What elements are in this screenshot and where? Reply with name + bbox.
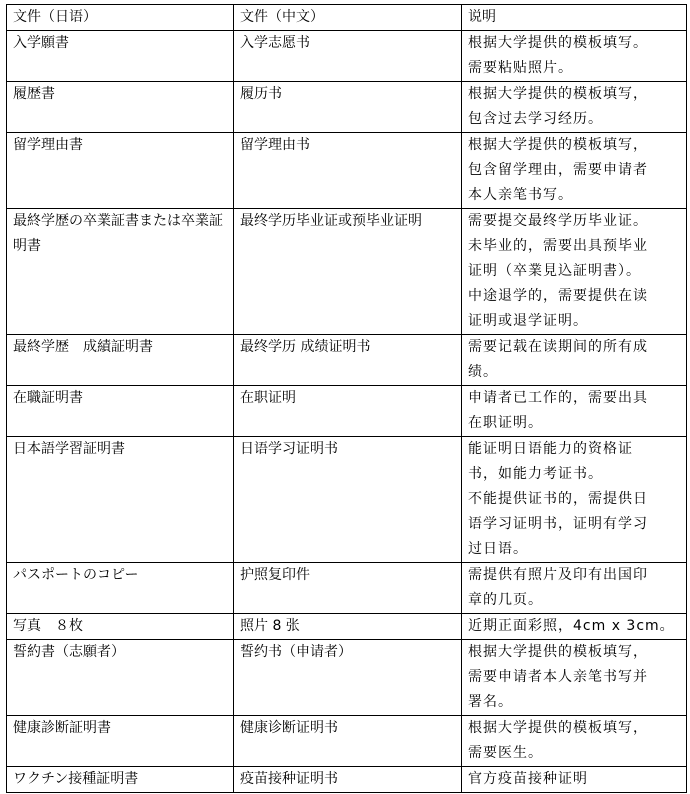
- description-line: 申请者已工作的，需要出具: [468, 390, 648, 406]
- description-line: 根据大学提供的模板填写，: [468, 720, 648, 736]
- table-row: [7, 31, 687, 82]
- cell-description: [462, 614, 687, 640]
- cell-description: [462, 133, 687, 209]
- description-line: 未毕业的，需要出具预毕业: [468, 238, 648, 254]
- table-row: [7, 614, 687, 640]
- table-row: [7, 437, 687, 563]
- description-line: 需要医生。: [468, 745, 543, 761]
- cell-japanese: 健康診断証明書: [7, 716, 234, 767]
- description-line: 包含留学理由，需要申请者: [468, 162, 648, 178]
- description-line: 包含过去学习经历。: [468, 111, 603, 127]
- cell-chinese: 在职证明: [234, 386, 462, 437]
- table-row: [7, 133, 687, 209]
- table-header-row: [7, 5, 687, 31]
- cell-japanese: 写真 ８枚: [7, 614, 234, 640]
- table-row: [7, 767, 687, 793]
- cell-description: [462, 716, 687, 767]
- description-line: 绩。: [468, 364, 498, 380]
- description-line: 本人亲笔书写。: [468, 187, 573, 203]
- cell-japanese: 日本語学習証明書: [7, 437, 234, 563]
- table-row: [7, 640, 687, 716]
- cell-japanese: パスポートのコピー: [7, 563, 234, 614]
- description-line: 根据大学提供的模板填写，: [468, 137, 648, 153]
- table-row: [7, 716, 687, 767]
- description-line: 不能提供证书的，需提供日: [468, 491, 648, 507]
- table-row: [7, 563, 687, 614]
- cell-chinese: 照片 8 张: [234, 614, 462, 640]
- cell-japanese: 最終学歴 成績証明書: [7, 335, 234, 386]
- cell-japanese: 在職証明書: [7, 386, 234, 437]
- description-line: 语学习证明书，证明有学习: [468, 516, 648, 532]
- table-row: [7, 209, 687, 335]
- cell-description: [462, 31, 687, 82]
- description-line: 根据大学提供的模板填写，: [468, 644, 648, 660]
- cell-chinese: 入学志愿书: [234, 31, 462, 82]
- documents-table: [6, 4, 687, 793]
- cell-description: [462, 386, 687, 437]
- cell-japanese: ワクチン接種証明書: [7, 767, 234, 793]
- description-line: 需要粘贴照片。: [468, 60, 573, 76]
- cell-chinese: 履历书: [234, 82, 462, 133]
- table-row: [7, 335, 687, 386]
- cell-chinese: 最终学历毕业证或预毕业证明: [234, 209, 462, 335]
- description-line: 根据大学提供的模板填写，: [468, 86, 648, 102]
- description-line: 需要申请者本人亲笔书写并: [468, 669, 648, 685]
- description-line: 官方疫苗接种证明: [468, 771, 588, 787]
- description-line: 需要记载在读期间的所有成: [468, 339, 648, 355]
- description-line: 根据大学提供的模板填写。: [468, 35, 648, 51]
- description-line: 在职证明。: [468, 415, 543, 431]
- description-line: 能证明日语能力的资格证: [468, 441, 633, 457]
- cell-description: [462, 209, 687, 335]
- table-row: [7, 386, 687, 437]
- cell-chinese: 健康诊断证明书: [234, 716, 462, 767]
- cell-description: [462, 767, 687, 793]
- description-line: 证明（卒業見込証明書）。: [468, 263, 641, 279]
- cell-description: [462, 335, 687, 386]
- description-line: 需要提交最终学历毕业证。: [468, 213, 648, 229]
- description-line: 需提供有照片及印有出国印: [468, 567, 648, 583]
- cell-chinese: 最终学历 成绩证明书: [234, 335, 462, 386]
- header-cell-japanese: 文件（日语）: [7, 5, 234, 31]
- cell-japanese: 留学理由書: [7, 133, 234, 209]
- description-line: 书，如能力考证书。: [468, 466, 603, 482]
- cell-chinese: 留学理由书: [234, 133, 462, 209]
- cell-japanese: 履歴書: [7, 82, 234, 133]
- cell-description: [462, 640, 687, 716]
- description-line: 证明或退学证明。: [468, 313, 588, 329]
- cell-chinese: 疫苗接种证明书: [234, 767, 462, 793]
- header-cell-description: 说明: [462, 5, 687, 31]
- description-line: 过日语。: [468, 541, 528, 557]
- description-line: 中途退学的，需要提供在读: [468, 288, 648, 304]
- description-line: 近期正面彩照，4cm x 3cm。: [468, 618, 675, 634]
- description-line: 章的几页。: [468, 592, 543, 608]
- cell-japanese: 最終学歴の卒業証書または卒業証明書: [7, 209, 234, 335]
- cell-chinese: 日语学习证明书: [234, 437, 462, 563]
- cell-chinese: 护照复印件: [234, 563, 462, 614]
- cell-japanese: 誓約書（志願者）: [7, 640, 234, 716]
- cell-description: [462, 82, 687, 133]
- table-row: [7, 82, 687, 133]
- cell-japanese: 入学願書: [7, 31, 234, 82]
- header-cell-chinese: 文件（中文）: [234, 5, 462, 31]
- description-line: 署名。: [468, 694, 513, 710]
- cell-chinese: 誓约书（申请者）: [234, 640, 462, 716]
- cell-description: [462, 437, 687, 563]
- cell-description: [462, 563, 687, 614]
